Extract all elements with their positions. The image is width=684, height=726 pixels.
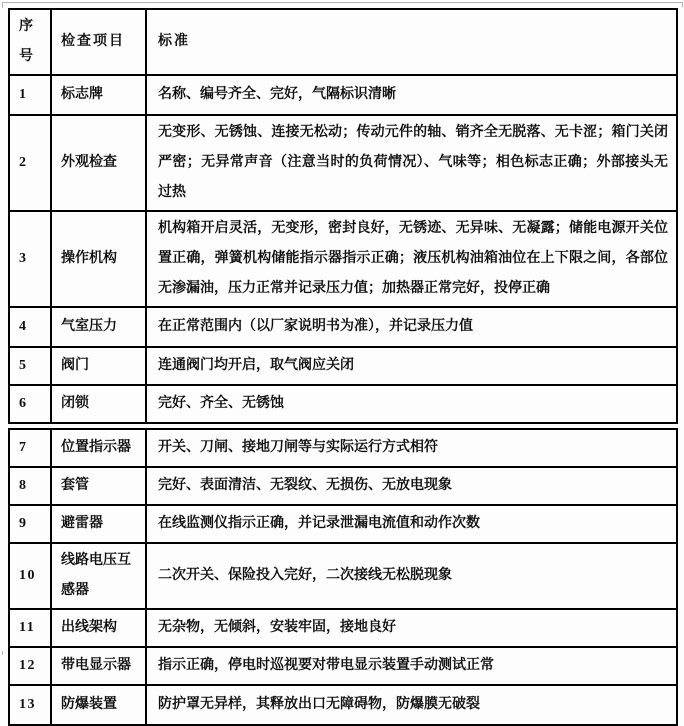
cell-no: 12 bbox=[9, 647, 51, 685]
table-row bbox=[9, 429, 677, 467]
cell-no: 13 bbox=[9, 685, 51, 725]
cell-no: 8 bbox=[9, 467, 51, 505]
cell-item: 防爆装置 bbox=[51, 685, 146, 725]
header-item: 检查项目 bbox=[51, 9, 146, 75]
header-standard: 标准 bbox=[146, 9, 677, 75]
cell-no: 6 bbox=[9, 385, 51, 423]
cell-item: 避雷器 bbox=[51, 505, 146, 543]
table-row bbox=[9, 685, 677, 725]
cell-standard: 机构箱开启灵活，无变形，密封良好，无锈迹、无异味、无凝露；储能电源开关位置正确，弹簧机构储能指示器指示正确；液压机构油箱油位在上下限之间，各部位无渗漏油，压力正常并记录压力值；加热器正常完好，投停正确 bbox=[146, 211, 677, 307]
cell-item: 气室压力 bbox=[51, 307, 146, 347]
table-row bbox=[9, 385, 677, 423]
table-row bbox=[9, 543, 677, 609]
cell-item: 操作机构 bbox=[51, 211, 146, 307]
cell-standard: 无杂物，无倾斜，安装牢固，接地良好 bbox=[146, 609, 677, 647]
cell-no: 4 bbox=[9, 307, 51, 347]
cell-no: 1 bbox=[9, 75, 51, 115]
table-row bbox=[9, 211, 677, 307]
cell-item: 阀门 bbox=[51, 347, 146, 385]
cell-no: 10 bbox=[9, 543, 51, 609]
cell-no: 5 bbox=[9, 347, 51, 385]
cell-item: 出线架构 bbox=[51, 609, 146, 647]
cell-standard: 防护罩无异样，其释放出口无障碍物，防爆膜无破裂 bbox=[146, 685, 677, 725]
inspection-table-upper bbox=[8, 8, 678, 424]
cell-no: 9 bbox=[9, 505, 51, 543]
table-row bbox=[9, 75, 677, 115]
cell-standard: 完好、表面清洁、无裂纹、无损伤、无放电现象 bbox=[146, 467, 677, 505]
table-row bbox=[9, 467, 677, 505]
cell-standard: 完好、齐全、无锈蚀 bbox=[146, 385, 677, 423]
table-row bbox=[9, 647, 677, 685]
cell-no: 2 bbox=[9, 115, 51, 211]
cell-standard: 在正常范围内（以厂家说明书为准），并记录压力值 bbox=[146, 307, 677, 347]
header-no: 序号 bbox=[9, 9, 51, 75]
cell-standard: 在线监测仪指示正确，并记录泄漏电流值和动作次数 bbox=[146, 505, 677, 543]
table-header-row bbox=[9, 9, 677, 75]
cell-no: 3 bbox=[9, 211, 51, 307]
cell-standard: 名称、编号齐全、完好，气隔标识清晰 bbox=[146, 75, 677, 115]
cell-standard: 指示正确，停电时巡视要对带电显示装置手动测试正常 bbox=[146, 647, 677, 685]
cell-item: 套管 bbox=[51, 467, 146, 505]
cell-no: 7 bbox=[9, 429, 51, 467]
cell-standard: 无变形、无锈蚀、连接无松动；传动元件的轴、销齐全无脱落、无卡涩；箱门关闭严密；无异常声音（注意当时的负荷情况）、气味等；相色标志正确；外部接头无过热 bbox=[146, 115, 677, 211]
cell-item: 闭锁 bbox=[51, 385, 146, 423]
cell-item: 外观检查 bbox=[51, 115, 146, 211]
cell-item: 带电显示器 bbox=[51, 647, 146, 685]
cell-no: 11 bbox=[9, 609, 51, 647]
page-crop-tick bbox=[2, 651, 3, 655]
cell-standard: 连通阀门均开启，取气阀应关闭 bbox=[146, 347, 677, 385]
cell-item: 标志牌 bbox=[51, 75, 146, 115]
inspection-table-lower bbox=[8, 428, 678, 726]
cell-item: 线路电压互感器 bbox=[51, 543, 146, 609]
cell-standard: 二次开关、保险投入完好，二次接线无松脱现象 bbox=[146, 543, 677, 609]
table-row bbox=[9, 347, 677, 385]
page-crop-line bbox=[2, 2, 683, 8]
table-row bbox=[9, 609, 677, 647]
cell-standard: 开关、刀闸、接地刀闸等与实际运行方式相符 bbox=[146, 429, 677, 467]
table-row bbox=[9, 505, 677, 543]
table-row bbox=[9, 307, 677, 347]
cell-item: 位置指示器 bbox=[51, 429, 146, 467]
table-row bbox=[9, 115, 677, 211]
